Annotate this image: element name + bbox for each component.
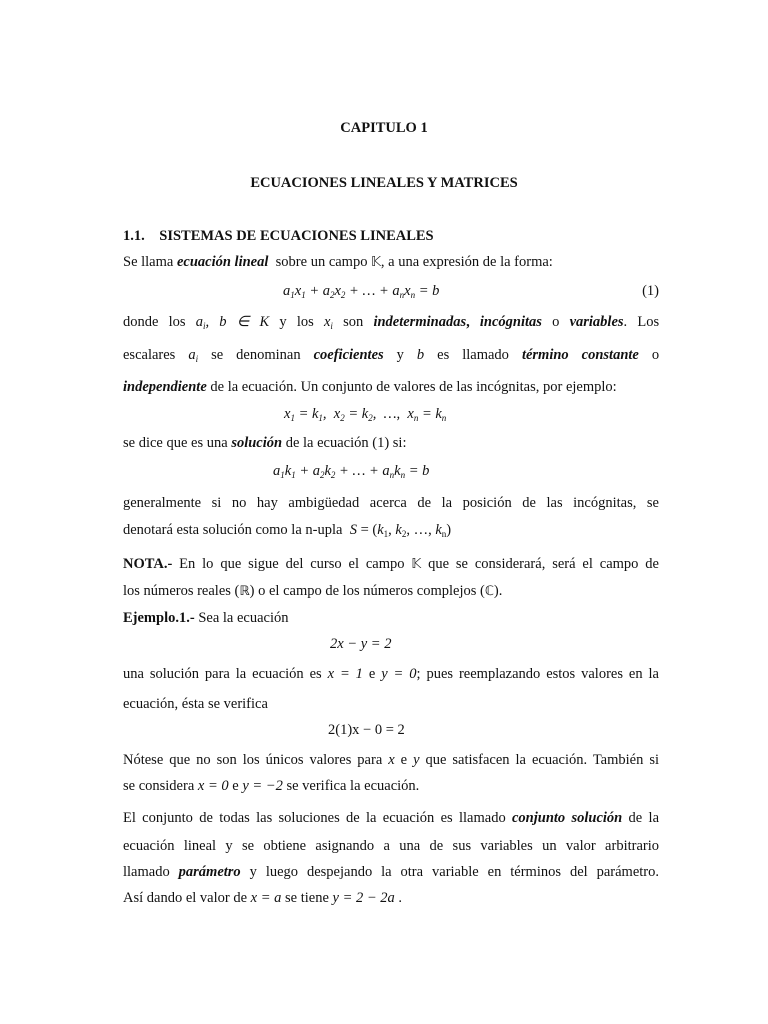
equation-example-2: 2(1)x − 0 = 2 (328, 722, 405, 738)
chapter-heading: CAPITULO 1 (340, 120, 428, 136)
paragraph-conjunto-line3: llamado parámetro y luego despejando la otra variable en términos del parámetro. (123, 864, 659, 880)
equation-values: $x_1 = k_1$, $x_2 = k_2$, …, $x_n = k_n$ (284, 406, 447, 423)
equation-1-expression: $a_1x_1 + a_2x_2$ + … + $a_nx_n = b$ (283, 283, 440, 300)
paragraph-conjunto-line2: ecuación lineal y se obtiene asignando a una de sus variables un valor arbitrario (123, 838, 659, 854)
paragraph-donde-line1: donde los $a_i$, b ∈ K y los $x_i$ son indeterminadas, incógnitas o variables. Los (123, 314, 660, 331)
term-parametro: parámetro (178, 864, 241, 880)
chapter-title: ECUACIONES LINEALES Y MATRICES (250, 175, 518, 191)
equation-1-number: (1) (642, 283, 659, 299)
paragraph-generalmente-line1: generalmente si no hay ambigüedad acerca de la posición de las incógnitas, se (123, 495, 659, 511)
section-title: SISTEMAS DE ECUACIONES LINEALES (159, 228, 434, 244)
paragraph-conjunto-line4: Así dando el valor de x = a se tiene y = 2 − 2a . (123, 890, 403, 906)
paragraph-donde-line2: escalares $a_i$ se denominan coeficientes y b es llamado término constante o (123, 347, 660, 364)
field-symbol: 𝕂 (371, 255, 381, 270)
term-solucion: solución (231, 435, 283, 451)
section-heading (123, 226, 659, 246)
paragraph-ejemplo-line1: una solución para la ecuación es x = 1 e y = 0; pues reemplazando estos valores en la (123, 666, 659, 682)
paragraph-solucion: se dice que es una solución de la ecuación (1) si: (123, 435, 407, 451)
paragraph-definition: Se llama ecuación lineal sobre un campo 𝕂, a una expresión de la forma: (123, 254, 553, 270)
paragraph-notese-line2: se considera x = 0 e y = −2 se verifica la ecuación. (123, 778, 420, 794)
equation-example-1: 2x − y = 2 (330, 636, 392, 652)
nota-line1: NOTA.- En lo que sigue del curso el campo 𝕂 que se considerará, será el campo de (123, 556, 659, 572)
nota-line2: los números reales (ℝ) o el campo de los números complejos (ℂ). (123, 583, 503, 599)
nota-label: NOTA.- (123, 556, 173, 572)
section-number: 1.1. (123, 228, 145, 244)
paragraph-donde-line3: independiente de la ecuación. Un conjunto de valores de las incógnitas, por ejemplo: (123, 379, 617, 395)
paragraph-generalmente-line2: denotará esta solución como la n-upla $S = (k_1$, $k_2$, …, $k_n$) (123, 522, 452, 539)
term-conjunto-solucion: conjunto solución (512, 810, 623, 826)
paragraph-ejemplo-line2: ecuación, ésta se verifica (123, 696, 268, 712)
ejemplo-heading: Ejemplo.1.- Sea la ecuación (123, 610, 289, 626)
ejemplo-label: Ejemplo.1.- (123, 610, 195, 626)
paragraph-notese-line1: Nótese que no son los únicos valores para x e y que satisfacen la ecuación. También si (123, 752, 659, 768)
equation-solution: $a_1k_1 + a_2k_2$ + … + $a_nk_n = b$ (273, 463, 430, 480)
n-upla-expression: S (349, 522, 357, 538)
paragraph-conjunto-line1: El conjunto de todas las soluciones de la ecuación es llamado conjunto solución de la (123, 810, 659, 826)
term-ecuacion-lineal: ecuación lineal (176, 254, 269, 270)
